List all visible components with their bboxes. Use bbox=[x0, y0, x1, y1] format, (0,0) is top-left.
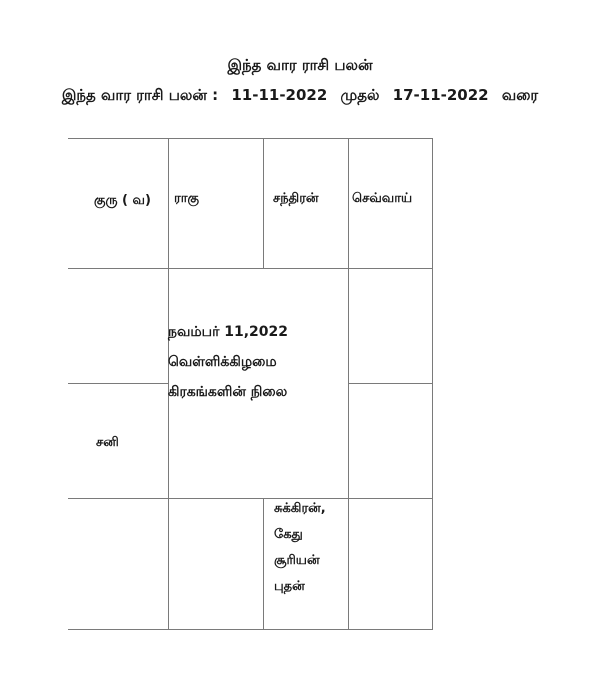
grid-line-row3 bbox=[68, 498, 433, 499]
grid-line-col2-top bbox=[263, 138, 264, 268]
grid-line-col2-bottom bbox=[263, 498, 264, 629]
horoscope-chart bbox=[68, 138, 433, 630]
page-title: இந்த வார ராசி பலன் bbox=[227, 56, 373, 74]
grid-line-row2-right bbox=[348, 383, 433, 384]
grid-line-row1 bbox=[68, 268, 433, 269]
planet-kethu: கேது bbox=[274, 527, 303, 542]
from-word: முதல் bbox=[340, 86, 380, 104]
grid-line-bottom bbox=[68, 629, 433, 630]
chart-center-info bbox=[168, 324, 348, 414]
chart-caption: கிரகங்களின் நிலை bbox=[168, 384, 288, 400]
chart-day: வெள்ளிக்கிழமை bbox=[168, 354, 277, 370]
planet-sukkiran: சுக்கிரன், bbox=[274, 501, 326, 516]
cell-chandiran: சந்திரன் bbox=[273, 191, 319, 206]
planet-budhan: புதன் bbox=[274, 579, 305, 594]
date-range-heading bbox=[0, 86, 600, 106]
grid-line-right bbox=[432, 138, 433, 629]
grid-line-col3 bbox=[348, 138, 349, 629]
chart-date: நவம்பர் 11,2022 bbox=[168, 324, 289, 340]
grid-line-row2-left bbox=[68, 383, 168, 384]
to-date: 17-11-2022 bbox=[392, 86, 489, 104]
cell-bottom-planets bbox=[274, 496, 326, 600]
cell-sani: சனி bbox=[96, 435, 119, 450]
subtitle-label: இந்த வார ராசி பலன் : bbox=[61, 86, 219, 104]
from-date: 11-11-2022 bbox=[231, 86, 328, 104]
grid-line-top bbox=[68, 138, 433, 139]
planet-sooriyan: சூரியன் bbox=[274, 553, 320, 568]
cell-sevvai: செவ்வாய் bbox=[352, 191, 413, 206]
cell-rahu: ராகு bbox=[174, 191, 199, 206]
cell-guru: குரு ( வ) bbox=[94, 193, 151, 208]
to-word: வரை bbox=[501, 86, 539, 104]
